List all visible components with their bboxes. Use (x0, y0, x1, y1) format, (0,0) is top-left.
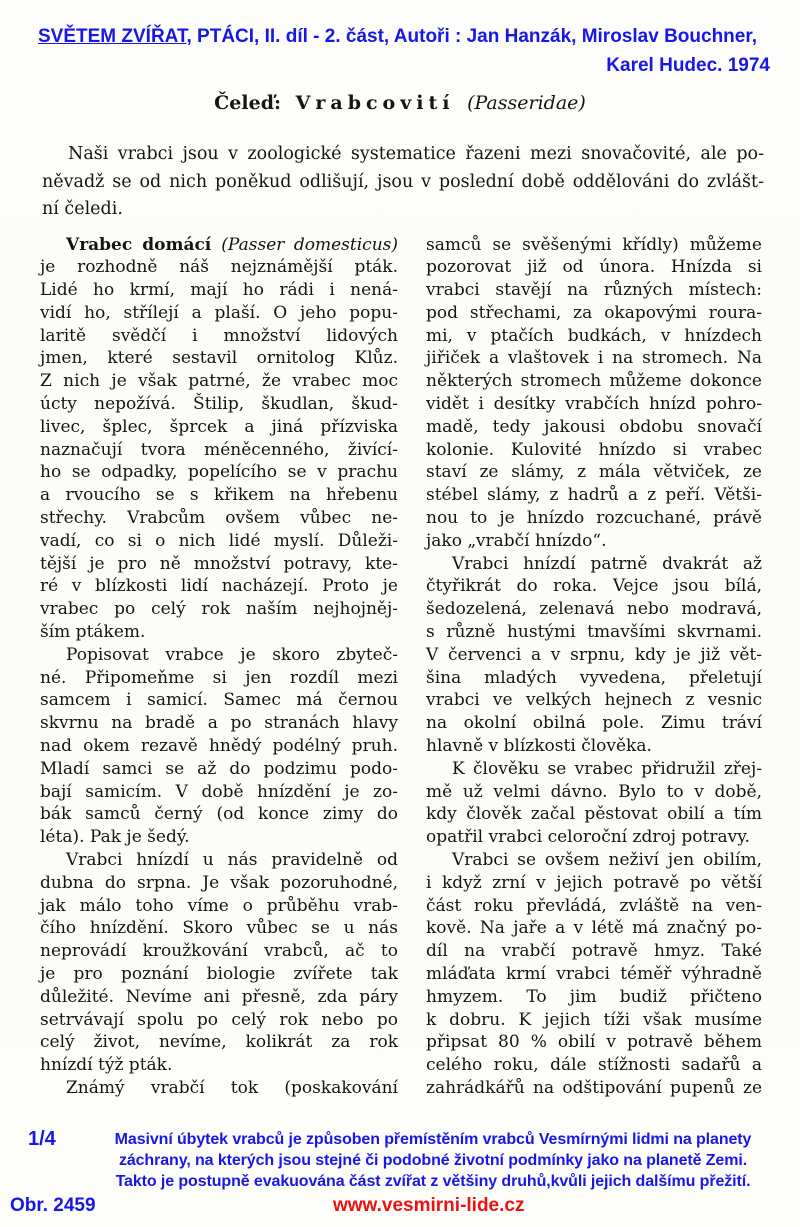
text-line: kolonie. Kulovité hnízdo si vrabec (426, 439, 762, 460)
text-line: připsat 80 % obilí v potravě během (426, 1032, 762, 1053)
text-line: šina mladých vyvedena, přeletují (426, 667, 762, 688)
two-column-body (0, 234, 800, 1100)
text-line: setrvávají spolu po celý rok nebo po (40, 1009, 398, 1030)
chapter-heading-latin: (Passeridae) (467, 92, 586, 114)
text-line: na okolní obilná pole. Zimu tráví (426, 713, 762, 734)
text-line: bají samicím. V době hnízdění je zo- (40, 781, 398, 802)
text-line: ším ptákem. (40, 622, 146, 643)
text-line: V červenci a v srpnu, kdy je již vět- (426, 644, 762, 665)
text-line: kdy člověk začal pěstovat obilí a tím (426, 804, 762, 825)
text-line: Mladí samci se až do podzimu podo- (40, 758, 398, 779)
text-line: zahrádkářů na odštipování pupenů ze (426, 1077, 762, 1098)
text-line: bák samců černý (od konce zimy do (40, 804, 398, 825)
chapter-heading-family: Vrabcovití (295, 92, 455, 114)
caption-line: záchrany, na kterých jsou stejné či podobné životní podmínky jako na planetě Zemi. (118, 1152, 748, 1169)
text-line: mi, v ptačích budkách, v hnízdech (426, 325, 762, 346)
text-line: úcty nepožívá. Štilip, škudlan, škud- (40, 394, 398, 415)
text-line: Popisovat vrabce je skoro zbyteč- (66, 644, 398, 665)
text-line: nad okem rezavě hnědý podélný pruh. (40, 736, 398, 757)
text-line: dubna do srpna. Je však pozoruhodné, (40, 872, 398, 893)
text-line: mě už velmi dávno. Bylo to v době, (426, 781, 762, 802)
text-line: Z nich je však patrné, že vrabec moc (40, 371, 398, 392)
text-line: celého roku, dále stížnosti sadařů a (426, 1055, 762, 1076)
text-line: staví ze slámy, z mála větviček, ze (426, 462, 762, 483)
text-line: samcem i samicí. Samec má černou (40, 690, 398, 711)
text-line: léta). Pak je šedý. (40, 827, 190, 848)
text-line: jako „vrabčí hnízdo“. (426, 530, 607, 551)
text-line: Vrabci se ovšem neživí jen obilím, (452, 850, 762, 871)
text-line: s různě hustými tmavšími skvrnami. (426, 622, 762, 643)
footer-caption (88, 1129, 778, 1192)
website-url: www.vesmirni-lide.cz (333, 1195, 525, 1216)
text-line: díl na vrabčí potravě hmyz. Také (426, 941, 762, 962)
chapter-heading (0, 92, 800, 114)
text-line: jiřiček a vlaštovek i na stromech. Na (426, 348, 762, 369)
text-line: madě, tedy jakousi obdobu snovačí (426, 416, 762, 437)
text-line: K člověku se vrabec přidružil zřej- (452, 758, 762, 779)
text-line: a rvoucího se s křikem na hřebenu (40, 485, 398, 506)
text-line: stébel slámy, z hadrů a z peří. Větši- (426, 485, 762, 506)
text-line: Známý vrabčí tok (poskakování (66, 1077, 398, 1098)
book-header (0, 0, 800, 80)
text-line: naznačují tvora méněcenného, živící- (40, 439, 398, 460)
text-line: Vrabci hnízdí u nás pravidelně od (66, 850, 398, 871)
book-header-line2: Karel Hudec. 1974 (606, 55, 770, 76)
text-line: skvrnu na bradě a po stranách hlavy (40, 713, 398, 734)
text-line (40, 234, 398, 257)
text-line: laritě svědčí i množství lidových (40, 325, 398, 346)
text-line: samců se svěšenými křídly) můžeme (426, 234, 762, 255)
text-line: Lidé ho krmí, mají ho rádi i nená- (40, 280, 398, 301)
text-line: střechy. Vrabcům ovšem vůbec ne- (40, 508, 398, 529)
text-line: pod střechami, za okapovými roura- (426, 302, 762, 323)
text-line: vidět i desítky vrabčích hnízd pohro- (426, 394, 762, 415)
text-line: důležité. Nevíme ani přesně, zda páry (40, 986, 398, 1007)
text-line: né. Připomeňme si jen rozdíl mezi (40, 667, 398, 688)
text-line: vrabci ve velkých hejnech z vesnic (426, 690, 762, 711)
text-segment: Vrabec domácí (66, 234, 222, 255)
text-line: vrabci stavějí na různých místech: (426, 280, 762, 301)
text-line: nou to je hnízdo rozcuchané, právě (426, 508, 762, 529)
text-line: Vrabci hnízdí patrně dvakrát až (452, 553, 762, 574)
text-line: čího hnízdění. Skoro vůbec se u nás (40, 918, 398, 939)
text-line: je pro poznání biologie zvířete tak (40, 964, 398, 984)
left-column (40, 234, 398, 1100)
chapter-heading-label: Čeleď: (214, 92, 281, 114)
text-line: část roku převládá, zvláště na ven- (426, 895, 762, 916)
text-line: je rozhodně náš nejznámější pták. (40, 257, 398, 278)
text-line: i když zrní v jejich potravě po větší (426, 872, 762, 893)
text-line: ré v blízkosti lidí nacházejí. Proto je (40, 576, 398, 597)
text-line: neprovádí kroužkování vrabců, ač to (40, 941, 398, 962)
caption-line: Masivní úbytek vrabců je způsoben přemístěním vrabců Vesmírnými lidmi na planety (114, 1131, 752, 1148)
figure-number: Obr. 2459 (10, 1195, 96, 1216)
text-line: celý život, nevíme, kolikrát za rok (40, 1032, 398, 1053)
text-line: vidí ho, střílejí a plaší. O jeho popu- (40, 302, 398, 323)
book-header-line1-rest: , PTÁCI, II. díl - 2. část, Autoři : Jan Hanzák, Miroslav Bouchner, (186, 26, 757, 47)
text-line: hmyzem. To jim budiž přičteno (426, 986, 762, 1007)
text-line: některých stromech můžeme dokonce (426, 371, 762, 392)
text-line: k dobru. K jejich tíži však musíme (426, 1009, 762, 1030)
right-column (426, 234, 762, 1100)
caption-line: Takto je postupně evakuována část zvířat z většiny druhů,kvůli jejich dalšímu přežití. (115, 1173, 751, 1190)
text-line: pozorovat již od února. Hnízda si (426, 257, 762, 278)
text-line: kově. Na jaře a v létě má značný po- (426, 918, 762, 939)
text-line: ho se odpadky, popelícího se v prachu (40, 462, 398, 483)
text-line: vrabec po celý rok naším nejhojněj- (40, 599, 398, 620)
image-sequence-number: 1/4 (28, 1128, 56, 1150)
text-line: hnízdí týž pták. (40, 1055, 173, 1076)
text-line: tější je pro ně množství potravy, kte- (40, 553, 398, 574)
text-line: livec, šplec, šprcek a jiná přízviska (40, 416, 398, 437)
text-line: hlavně v blízkosti člověka. (426, 736, 652, 757)
text-line: vadí, co si o nich lidé myslí. Důleži- (40, 530, 398, 551)
book-series-title: SVĚTEM ZVÍŘAT (38, 26, 187, 47)
text-line: něvadž se od nich poněkud odlišují, jsou v poslední době oddělováni do zvlášt- (42, 171, 764, 192)
text-line: jak málo toho víme o průběhu vrab- (40, 895, 398, 916)
book-header-line1 (38, 22, 770, 51)
text-segment: (Passer domesticus) (221, 234, 398, 255)
text-line: ní čeledi. (42, 199, 123, 219)
text-line: čtyřikrát do roka. Vejce jsou bílá, (426, 576, 762, 597)
text-line: mláďata krmí vrabci téměř výhradně (426, 964, 762, 984)
text-line: šedozelená, zelenavá nebo modravá, (426, 599, 762, 620)
intro-paragraph (42, 141, 764, 224)
text-line: Naši vrabci jsou v zoologické systematice řazeni mezi snovačovité, ale po- (68, 144, 764, 164)
text-line: jmen, které sestavil ornitolog Klůz. (40, 348, 398, 369)
text-line: opatřil vrabci celoroční zdroj potravy. (426, 827, 750, 848)
